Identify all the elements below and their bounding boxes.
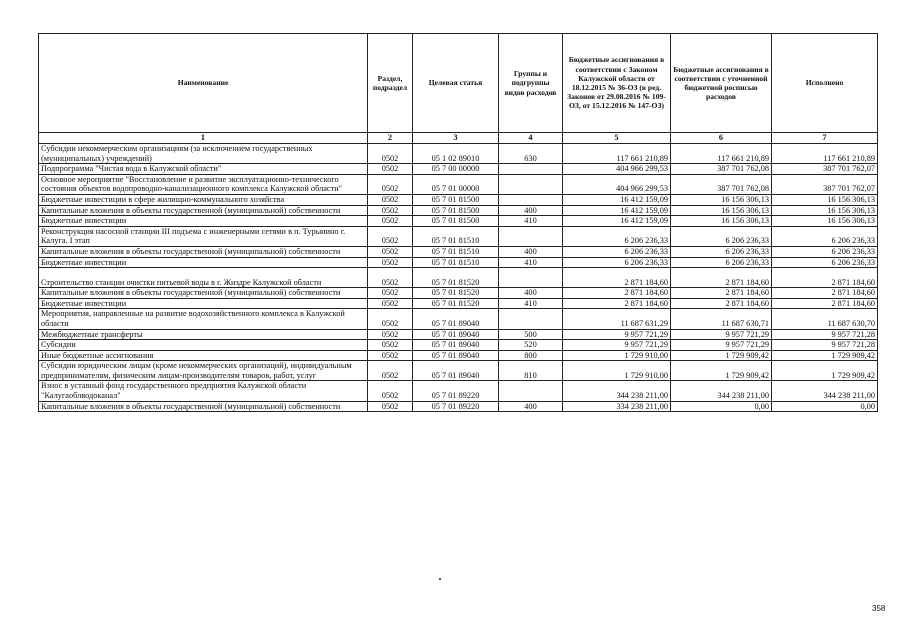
- table-row: [39, 288, 878, 299]
- row-executed-amount: 2 871 184,60: [772, 288, 878, 299]
- row-name: Межбюджетные трансферты: [39, 329, 368, 340]
- row-list-amount: 1 729 909,42: [671, 361, 772, 381]
- table-row: [39, 298, 878, 309]
- table-row: [39, 401, 878, 412]
- row-group: [499, 194, 563, 205]
- row-executed-amount: 387 701 762,07: [772, 174, 878, 194]
- row-executed-amount: 6 206 236,33: [772, 226, 878, 246]
- row-target: 05 7 01 89040: [413, 329, 499, 340]
- row-list-amount: 117 661 210,89: [671, 144, 772, 164]
- row-name: Бюджетные инвестиции: [39, 216, 368, 227]
- row-executed-amount: 16 156 306,13: [772, 216, 878, 227]
- row-list-amount: 1 729 909,42: [671, 350, 772, 361]
- budget-table: [38, 33, 878, 412]
- row-list-amount: 2 871 184,60: [671, 298, 772, 309]
- row-group: 410: [499, 216, 563, 227]
- row-section: 0502: [368, 381, 413, 401]
- row-group: 400: [499, 288, 563, 299]
- row-name: Взнос в уставный фонд государственного предприятия Калужской области "Калугаоблводоканал": [39, 381, 368, 401]
- row-section: 0502: [368, 226, 413, 246]
- row-law-amount: 16 412 159,09: [563, 205, 671, 216]
- table-row: [39, 144, 878, 164]
- row-name: Основное мероприятие "Восстановление и развитие эксплуатационно-технического состояния объектов водопроводно-канализационного комплекса Калужской области": [39, 174, 368, 194]
- row-law-amount: 1 729 910,00: [563, 361, 671, 381]
- row-name: Строительство станции очистки питьевой воды в г. Жиздре Калужской области: [39, 268, 368, 288]
- row-list-amount: 387 701 762,08: [671, 164, 772, 175]
- row-group: [499, 268, 563, 288]
- table-row: [39, 268, 878, 288]
- row-list-amount: 9 957 721,29: [671, 340, 772, 351]
- row-group: 410: [499, 298, 563, 309]
- row-name: Иные бюджетные ассигнования: [39, 350, 368, 361]
- table-row: [39, 257, 878, 268]
- table-row: [39, 350, 878, 361]
- row-section: 0502: [368, 257, 413, 268]
- row-section: 0502: [368, 246, 413, 257]
- row-group: [499, 226, 563, 246]
- header-row: [39, 34, 878, 133]
- row-group: 630: [499, 144, 563, 164]
- table-row: [39, 226, 878, 246]
- row-target: 05 7 01 00000: [413, 174, 499, 194]
- row-target: 05 7 01 89220: [413, 401, 499, 412]
- table-row: [39, 164, 878, 175]
- row-target: 05 7 01 81500: [413, 216, 499, 227]
- row-group: 800: [499, 350, 563, 361]
- row-target: 05 7 01 81520: [413, 288, 499, 299]
- row-list-amount: 6 206 236,33: [671, 257, 772, 268]
- row-list-amount: 16 156 306,13: [671, 205, 772, 216]
- row-name: Капитальные вложения в объекты государственной (муниципальной) собственности: [39, 205, 368, 216]
- row-list-amount: 16 156 306,13: [671, 194, 772, 205]
- row-group: 500: [499, 329, 563, 340]
- row-group: 400: [499, 401, 563, 412]
- row-list-amount: 16 156 306,13: [671, 216, 772, 227]
- row-name: Подпрограмма "Чистая вода в Калужской области": [39, 164, 368, 175]
- table-row: [39, 340, 878, 351]
- row-list-amount: 344 238 211,00: [671, 381, 772, 401]
- row-target: 05 7 01 89040: [413, 361, 499, 381]
- header-appropriations-law: Бюджетные ассигнования в соответствии с Законом Калужской области от 18.12.2015 № 36-ОЗ (в ред. Законов от 29.08.2016 № 109-ОЗ, от 15.12.2016 № 147-ОЗ): [563, 34, 671, 133]
- row-name: Субсидии: [39, 340, 368, 351]
- row-target: 05 7 00 00000: [413, 164, 499, 175]
- row-executed-amount: 0,00: [772, 401, 878, 412]
- table-row: [39, 205, 878, 216]
- row-section: 0502: [368, 288, 413, 299]
- header-executed: Исполнено: [772, 34, 878, 133]
- row-list-amount: 9 957 721,29: [671, 329, 772, 340]
- row-executed-amount: 6 206 236,33: [772, 257, 878, 268]
- row-section: 0502: [368, 350, 413, 361]
- row-law-amount: 334 238 211,00: [563, 401, 671, 412]
- row-target: 05 7 01 81520: [413, 298, 499, 309]
- row-name: Капитальные вложения в объекты государственной (муниципальной) собственности: [39, 288, 368, 299]
- row-list-amount: 6 206 236,33: [671, 246, 772, 257]
- row-executed-amount: 344 238 211,00: [772, 381, 878, 401]
- row-target: 05 7 01 81510: [413, 226, 499, 246]
- row-target: 05 7 01 89040: [413, 350, 499, 361]
- row-list-amount: 6 206 236,33: [671, 226, 772, 246]
- row-name: Капитальные вложения в объекты государственной (муниципальной) собственности: [39, 401, 368, 412]
- row-law-amount: 117 661 210,89: [563, 144, 671, 164]
- row-target: 05 1 02 89010: [413, 144, 499, 164]
- row-law-amount: 2 871 184,60: [563, 288, 671, 299]
- table-row: [39, 246, 878, 257]
- row-list-amount: 0,00: [671, 401, 772, 412]
- row-law-amount: 344 238 211,00: [563, 381, 671, 401]
- column-number: 5: [563, 133, 671, 144]
- table-row: [39, 216, 878, 227]
- row-law-amount: 1 729 910,00: [563, 350, 671, 361]
- row-section: 0502: [368, 298, 413, 309]
- row-law-amount: 11 687 631,29: [563, 309, 671, 329]
- row-name: Субсидии юридическим лицам (кроме некоммерческих организаций), индивидуальным предпринимателям, физическим лицам-производителям товаров, работ, услуг: [39, 361, 368, 381]
- column-number: 4: [499, 133, 563, 144]
- row-executed-amount: 1 729 909,42: [772, 361, 878, 381]
- row-section: 0502: [368, 401, 413, 412]
- row-law-amount: 9 957 721,29: [563, 329, 671, 340]
- row-section: 0502: [368, 268, 413, 288]
- row-name: Бюджетные инвестиции: [39, 298, 368, 309]
- header-target: Целевая статья: [413, 34, 499, 133]
- row-group: 810: [499, 361, 563, 381]
- row-law-amount: 16 412 159,09: [563, 216, 671, 227]
- row-section: 0502: [368, 309, 413, 329]
- row-executed-amount: 2 871 184,60: [772, 298, 878, 309]
- row-name: Субсидии некоммерческим организациям (за исключением государственных (муниципальных) учреждений): [39, 144, 368, 164]
- column-number: 2: [368, 133, 413, 144]
- row-section: 0502: [368, 361, 413, 381]
- row-law-amount: 2 871 184,60: [563, 268, 671, 288]
- row-name: Бюджетные инвестиции: [39, 257, 368, 268]
- page-number: 358: [872, 604, 886, 613]
- row-target: 05 7 01 81500: [413, 194, 499, 205]
- row-section: 0502: [368, 164, 413, 175]
- row-name: Мероприятия, направленные на развитие водохозяйственного комплекса в Калужской области: [39, 309, 368, 329]
- row-executed-amount: 117 661 210,89: [772, 144, 878, 164]
- header-name: Наименование: [39, 34, 368, 133]
- table-row: [39, 361, 878, 381]
- row-group: 410: [499, 257, 563, 268]
- row-list-amount: 11 687 630,71: [671, 309, 772, 329]
- header-appropriations-list: Бюджетные ассигнования в соответствии с уточненной бюджетной росписью расходов: [671, 34, 772, 133]
- row-list-amount: 2 871 184,60: [671, 288, 772, 299]
- column-number: 7: [772, 133, 878, 144]
- scan-speck: [439, 578, 441, 580]
- row-target: 05 7 01 89040: [413, 309, 499, 329]
- row-group: [499, 174, 563, 194]
- row-target: 05 7 01 89220: [413, 381, 499, 401]
- row-law-amount: 16 412 159,09: [563, 194, 671, 205]
- header-section: Раздел, подраздел: [368, 34, 413, 133]
- row-group: [499, 381, 563, 401]
- row-executed-amount: 9 957 721,28: [772, 329, 878, 340]
- row-executed-amount: 11 687 630,70: [772, 309, 878, 329]
- table-row: [39, 194, 878, 205]
- column-number: 6: [671, 133, 772, 144]
- row-section: 0502: [368, 174, 413, 194]
- row-executed-amount: 16 156 306,13: [772, 205, 878, 216]
- row-section: 0502: [368, 340, 413, 351]
- row-executed-amount: 1 729 909,42: [772, 350, 878, 361]
- row-list-amount: 2 871 184,60: [671, 268, 772, 288]
- table-row: [39, 381, 878, 401]
- row-group: 400: [499, 205, 563, 216]
- row-executed-amount: 2 871 184,60: [772, 268, 878, 288]
- header-groups: Группы и подгруппы видов расходов: [499, 34, 563, 133]
- row-law-amount: 404 966 299,53: [563, 164, 671, 175]
- row-list-amount: 387 701 762,08: [671, 174, 772, 194]
- row-target: 05 7 01 81510: [413, 257, 499, 268]
- row-executed-amount: 387 701 762,07: [772, 164, 878, 175]
- row-section: 0502: [368, 205, 413, 216]
- row-section: 0502: [368, 216, 413, 227]
- column-number: 1: [39, 133, 368, 144]
- row-group: [499, 164, 563, 175]
- row-law-amount: 9 957 721,29: [563, 340, 671, 351]
- row-law-amount: 6 206 236,33: [563, 246, 671, 257]
- row-target: 05 7 01 81510: [413, 246, 499, 257]
- row-law-amount: 2 871 184,60: [563, 298, 671, 309]
- table-row: [39, 329, 878, 340]
- row-name: Бюджетные инвестиции в сфере жилищно-коммунального хозяйства: [39, 194, 368, 205]
- row-section: 0502: [368, 194, 413, 205]
- row-law-amount: 6 206 236,33: [563, 226, 671, 246]
- row-executed-amount: 16 156 306,13: [772, 194, 878, 205]
- row-group: 520: [499, 340, 563, 351]
- table-row: [39, 174, 878, 194]
- row-law-amount: 404 966 299,53: [563, 174, 671, 194]
- row-name: Капитальные вложения в объекты государственной (муниципальной) собственности: [39, 246, 368, 257]
- row-section: 0502: [368, 329, 413, 340]
- column-number-row: [39, 133, 878, 144]
- row-law-amount: 6 206 236,33: [563, 257, 671, 268]
- row-name: Реконструкция насосной станции III подъема с инженерными сетями в п. Турынино г. Калуга. I этап: [39, 226, 368, 246]
- column-number: 3: [413, 133, 499, 144]
- row-target: 05 7 01 89040: [413, 340, 499, 351]
- row-group: [499, 309, 563, 329]
- row-target: 05 7 01 81500: [413, 205, 499, 216]
- row-group: 400: [499, 246, 563, 257]
- row-executed-amount: 6 206 236,33: [772, 246, 878, 257]
- row-section: 0502: [368, 144, 413, 164]
- row-target: 05 7 01 81520: [413, 268, 499, 288]
- table-row: [39, 309, 878, 329]
- row-executed-amount: 9 957 721,28: [772, 340, 878, 351]
